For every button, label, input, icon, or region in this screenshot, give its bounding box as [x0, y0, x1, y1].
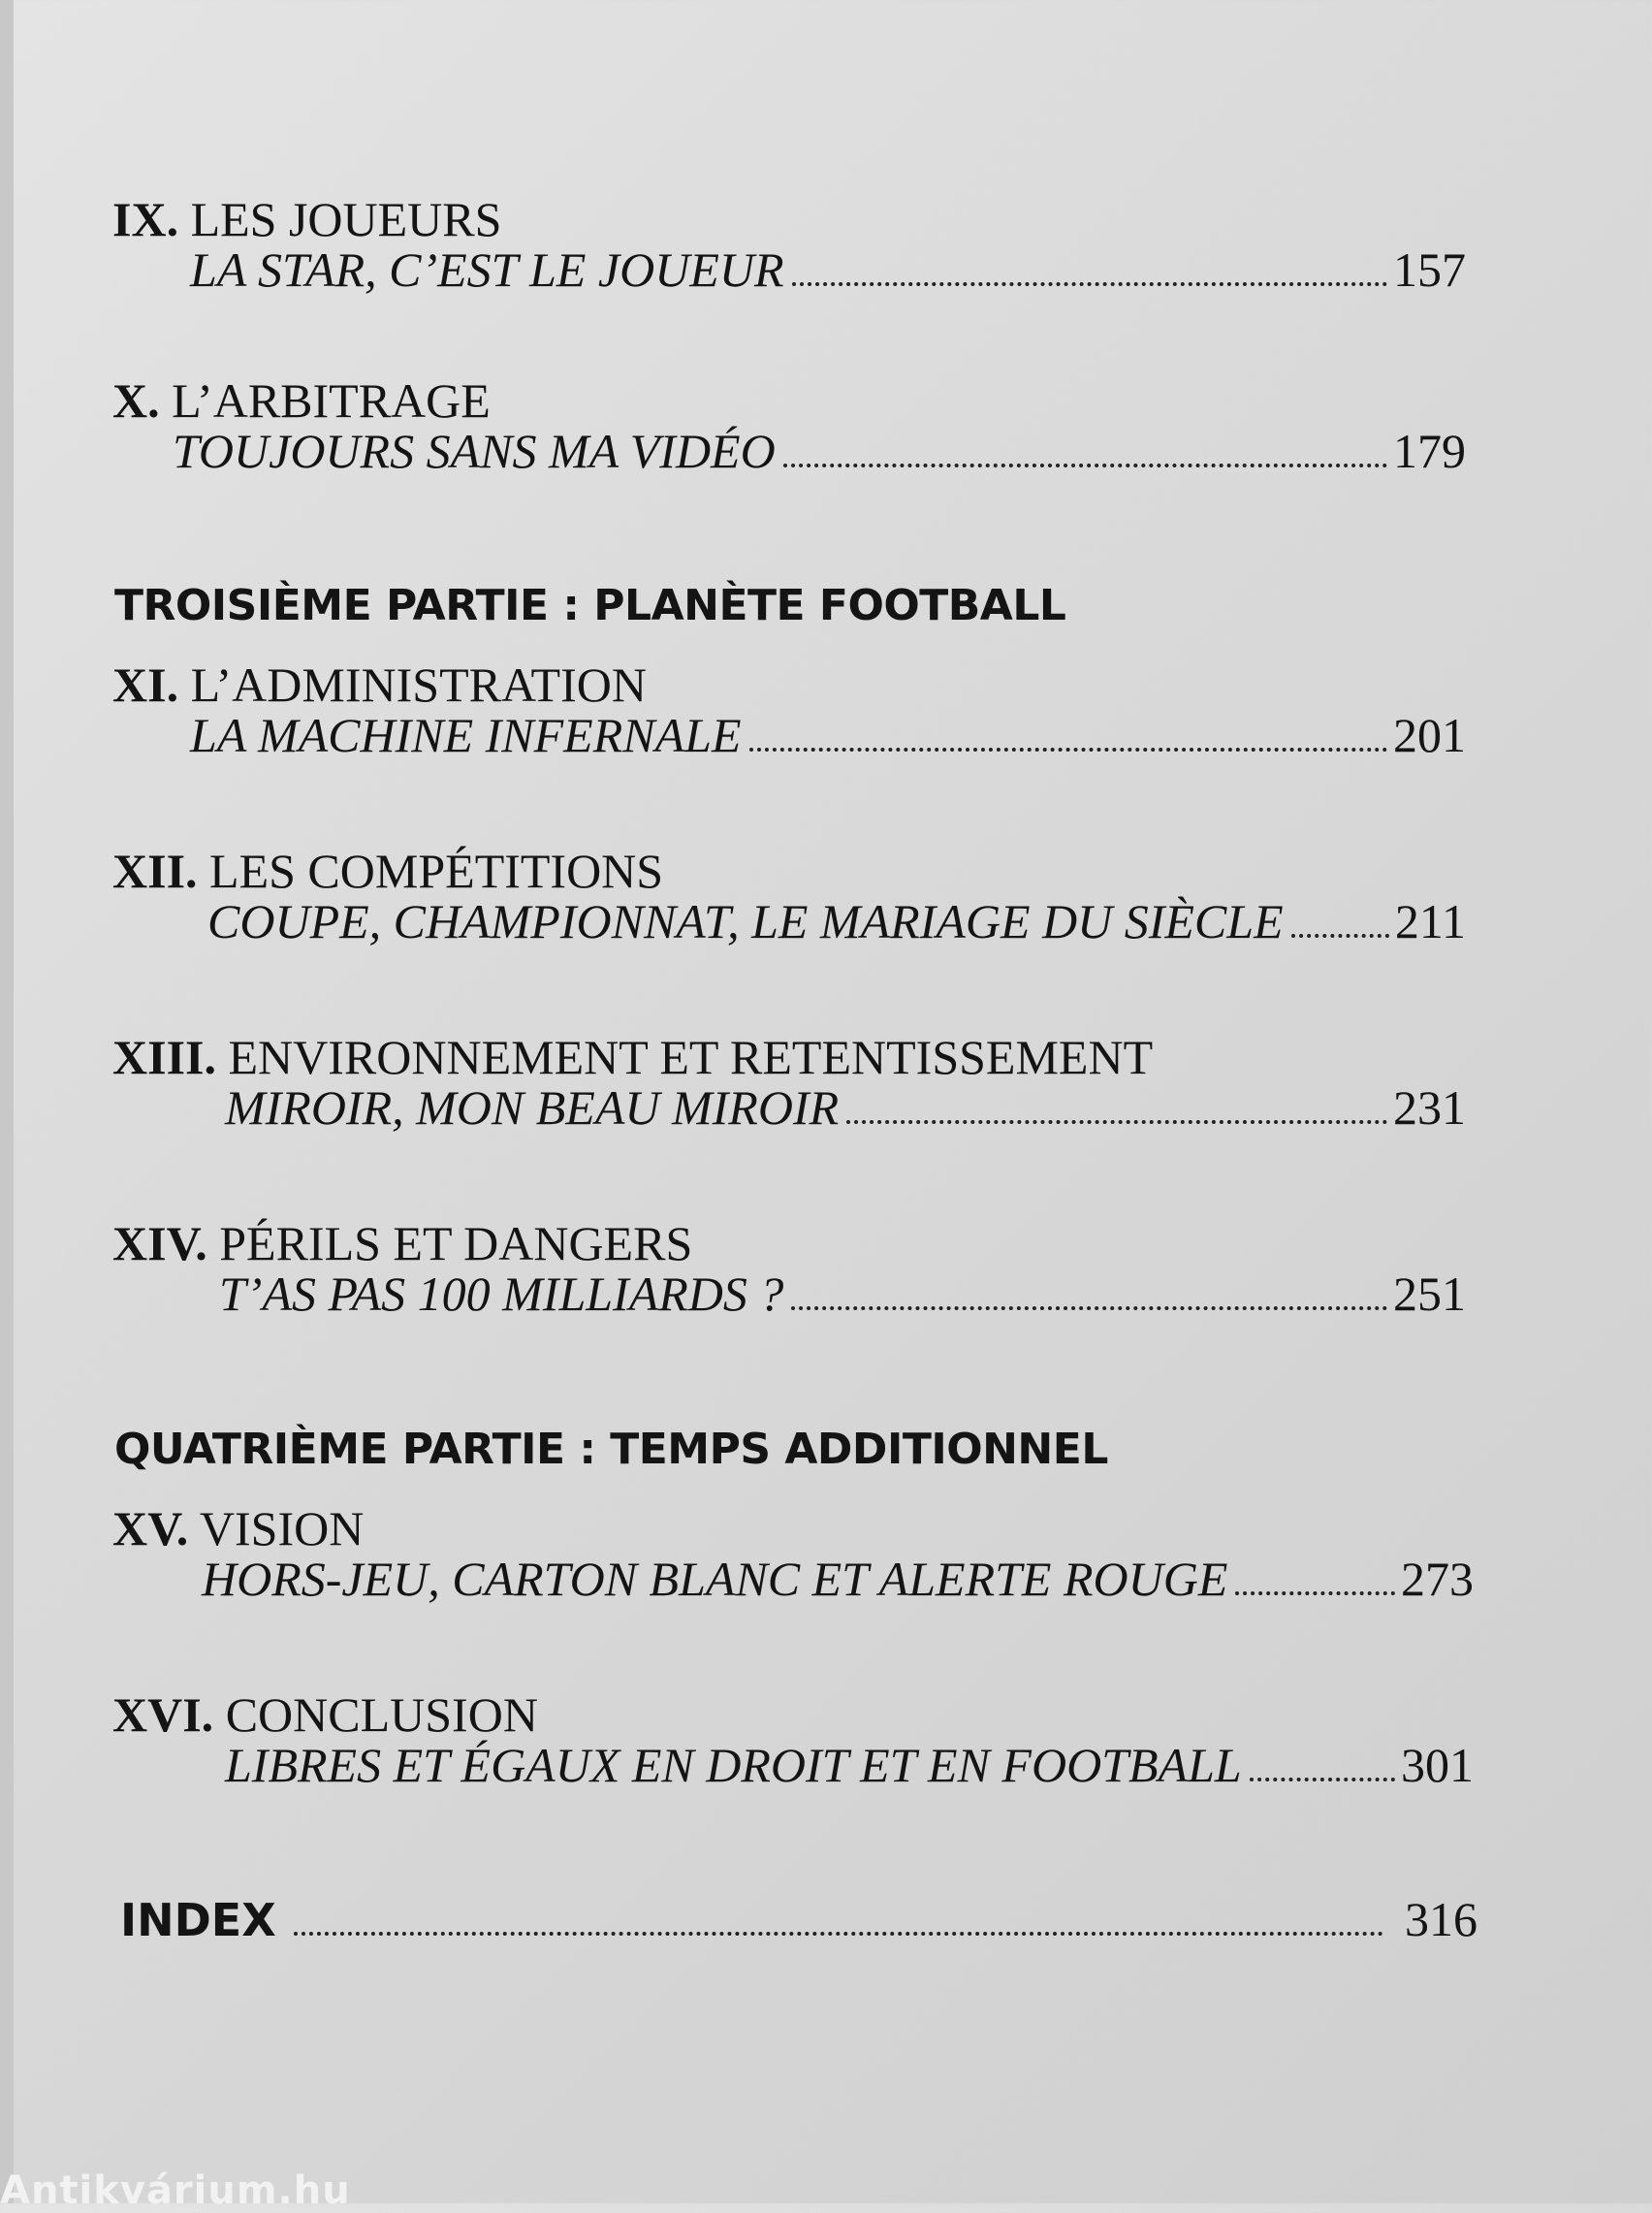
- chapter-number: XII.: [112, 844, 198, 898]
- chapter-subtitle: LA STAR, C’EST LE JOUEUR: [190, 242, 784, 297]
- dot-leader: [792, 282, 1387, 286]
- chapter-title: CONCLUSION: [225, 1687, 538, 1742]
- page-number: 179: [1393, 424, 1466, 478]
- chapter-number: XIII.: [112, 1030, 216, 1084]
- chapter-title: LES COMPÉTITIONS: [209, 844, 664, 898]
- page-number: 201: [1393, 708, 1466, 762]
- chapter-subtitle: HORS-JEU, CARTON BLANC ET ALERTE ROUGE: [202, 1552, 1228, 1606]
- dot-leader: [791, 1306, 1387, 1310]
- page-number: 301: [1401, 1738, 1474, 1792]
- watermark: Antikvárium.hu: [0, 2168, 351, 2213]
- index-label: INDEX: [120, 1894, 276, 1946]
- part-heading-quatrieme: QUATRIÈME PARTIE : TEMPS ADDITIONNEL: [114, 1425, 1108, 1474]
- chapter-subtitle: LIBRES ET ÉGAUX EN DROIT ET EN FOOTBALL: [225, 1738, 1242, 1792]
- page-number: 251: [1393, 1267, 1466, 1321]
- page-number: 211: [1394, 894, 1466, 948]
- chapter-number: XV.: [112, 1501, 189, 1556]
- page-number: 157: [1393, 242, 1466, 297]
- chapter-subtitle: MIROIR, MON BEAU MIROIR: [225, 1080, 840, 1135]
- index-page-number: 316: [1405, 1892, 1477, 1946]
- dot-leader: [846, 1120, 1387, 1124]
- chapter-subtitle: TOUJOURS SANS MA VIDÉO: [173, 424, 776, 478]
- chapter-subtitle: LA MACHINE INFERNALE: [190, 708, 742, 762]
- chapter-title: VISION: [199, 1501, 365, 1556]
- chapter-title: L’ADMINISTRATION: [190, 657, 647, 712]
- page-edge: [0, 0, 14, 2203]
- toc-entry-index[interactable]: [120, 1891, 1477, 1947]
- chapter-subtitle: COUPE, CHAMPIONNAT, LE MARIAGE DU SIÈCLE: [207, 894, 1284, 948]
- chapter-title: LES JOUEURS: [190, 192, 502, 246]
- dot-leader: [1235, 1591, 1395, 1595]
- chapter-number: IX.: [112, 192, 179, 246]
- chapter-number: X.: [112, 373, 160, 428]
- chapter-number: XIV.: [112, 1216, 207, 1270]
- dot-leader: [1250, 1778, 1395, 1781]
- part-heading-troisieme: TROISIÈME PARTIE : PLANÈTE FOOTBALL: [114, 581, 1066, 630]
- page-number: 273: [1401, 1552, 1474, 1606]
- chapter-number: XVI.: [112, 1687, 214, 1742]
- chapter-title: ENVIRONNEMENT ET RETENTISSEMENT: [228, 1030, 1154, 1084]
- chapter-number: XI.: [112, 657, 179, 712]
- dot-leader: [749, 748, 1387, 752]
- chapter-title: L’ARBITRAGE: [172, 373, 491, 428]
- chapter-subtitle: T’AS PAS 100 MILLIARDS ?: [219, 1267, 784, 1321]
- dot-leader: [294, 1932, 1383, 1936]
- dot-leader: [783, 464, 1387, 467]
- page-number: 231: [1393, 1080, 1466, 1135]
- dot-leader: [1291, 934, 1389, 938]
- chapter-title: PÉRILS ET DANGERS: [219, 1216, 693, 1270]
